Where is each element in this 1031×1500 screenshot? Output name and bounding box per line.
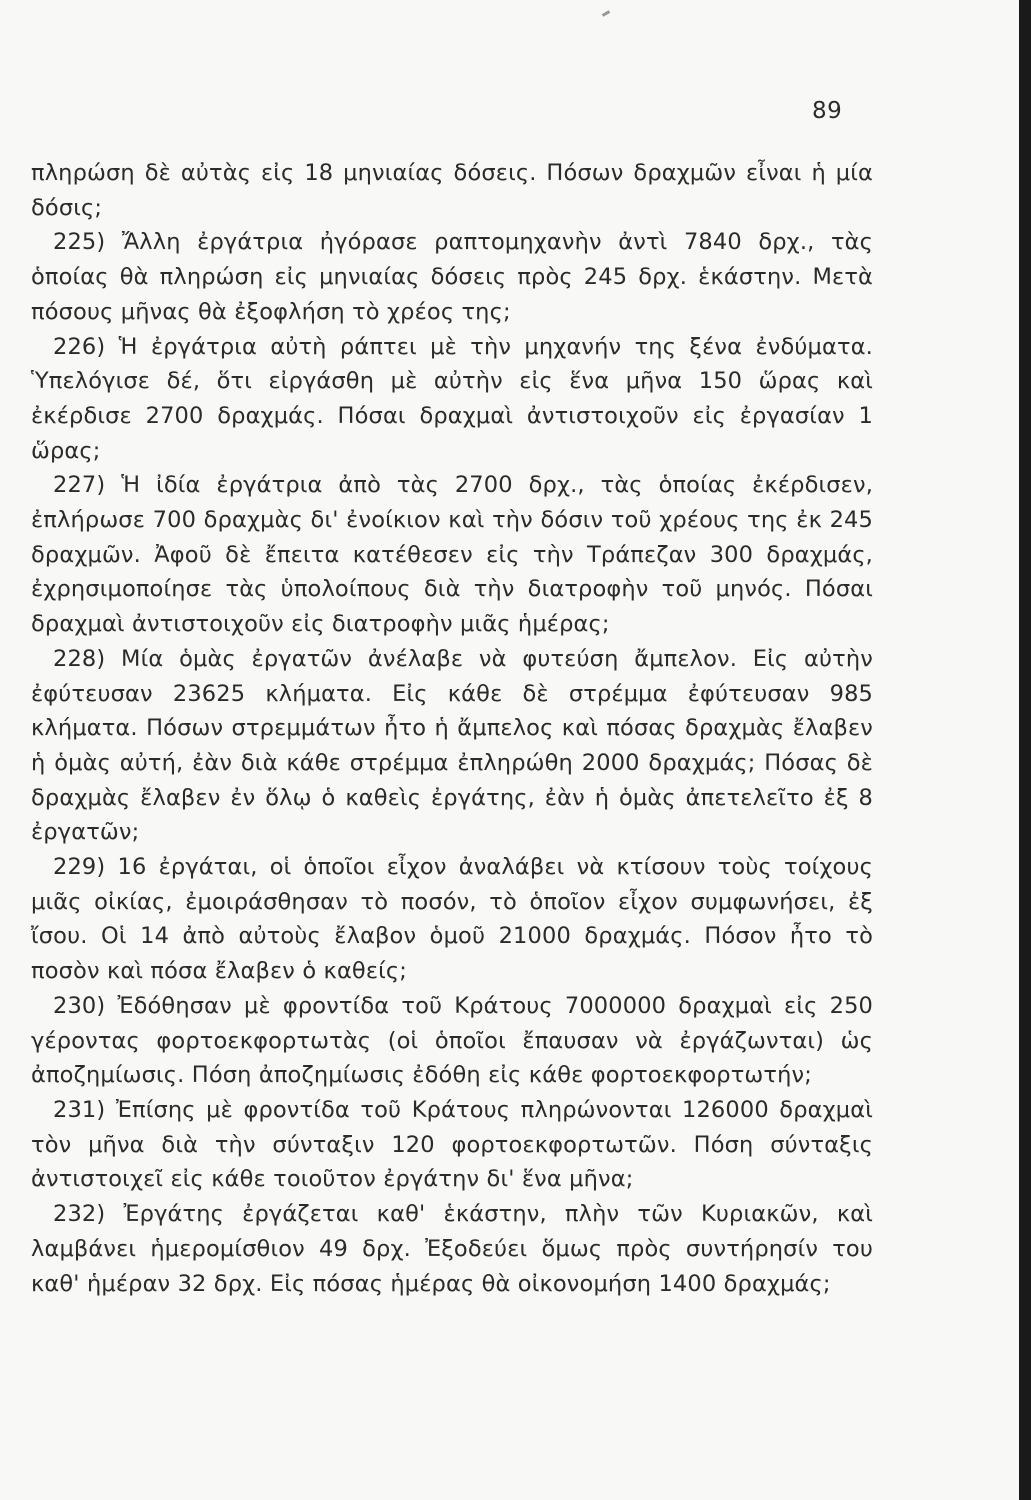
scan-border [1019, 0, 1031, 1500]
problem-231: 231) Ἐπίσης μὲ φροντίδα τοῦ Κράτους πληρώνονται 126000 δραχμαὶ τὸν μῆνα διὰ τὴν σύνταξιν 120 φορτοεκφορτωτῶν. Πόση σύνταξις ἀντιστοιχεῖ εἰς κάθε τοιοῦτον ἐργάτην δι' ἕνα μῆνα; [31, 1096, 873, 1193]
problem-226: 226) Ἡ ἐργάτρια αὐτὴ ράπτει μὲ τὴν μηχανήν της ξένα ἐνδύματα. Ὑπελόγισε δέ, ὅτι εἰργάσθη μὲ αὐτὴν εἰς ἕνα μῆνα 150 ὥρας καὶ ἐκέρδισε 2700 δραχμάς. Πόσαι δραχμαὶ ἀντιστοιχοῦν εἰς ἐργασίαν 1 ὥρας; [31, 333, 873, 464]
problem-229: 229) 16 ἐργάται, οἱ ὁποῖοι εἶχον ἀναλάβει νὰ κτίσουν τοὺς τοίχους μιᾶς οἰκίας, ἐμοιράσθησαν τὸ ποσόν, τὸ ὁποῖον εἶχον συμφωνήσει, ἐξ ἴσου. Οἱ 14 ἀπὸ αὐτοὺς ἔλαβον ὁμοῦ 21000 δραχμάς. Πόσον ἦτο τὸ ποσὸν καὶ πόσα ἔλαβεν ὁ καθείς; [31, 854, 873, 985]
scan-mark [602, 10, 610, 17]
problem-230: 230) Ἐδόθησαν μὲ φροντίδα τοῦ Κράτους 7000000 δραχμαὶ εἰς 250 γέροντας φορτοεκφορτωτὰς (οἱ ὁποῖοι ἔπαυσαν νὰ ἐργάζωνται) ὡς ἀποζημίωσις. Πόση ἀποζημίωσις ἐδόθη εἰς κάθε φορτοεκφορτωτήν; [31, 992, 873, 1089]
problem-228: 228) Μία ὁμὰς ἐργατῶν ἀνέλαβε νὰ φυτεύση ἄμπελον. Εἰς αὐτὴν ἐφύτευσαν 23625 κλήματα. Εἰς κάθε δὲ στρέμμα ἐφύτευσαν 985 κλήματα. Πόσων στρεμμάτων ἦτο ἡ ἄμπελος καὶ πόσας δραχμὰς ἔλαβεν ἡ ὁμὰς αὐτή, ἐὰν διὰ κάθε στρέμμα ἐπληρώθη 2000 δραχμάς; Πόσας δὲ δραχμὰς ἔλαβεν ἐν ὅλῳ ὁ καθεὶς ἐργάτης, ἐὰν ἡ ὁμὰς ἀπετελεῖτο ἐξ 8 ἐργατῶν; [31, 645, 873, 846]
page-number: 89 [812, 98, 843, 124]
problem-225: 225) Ἄλλη ἐργάτρια ἠγόρασε ραπτομηχανὴν ἀντὶ 7840 δρχ., τὰς ὁποίας θὰ πληρώση εἰς μηνιαίας δόσεις πρὸς 245 δρχ. ἑκάστην. Μετὰ πόσους μῆνας θὰ ἐξοφλήση τὸ χρέος της; [31, 229, 873, 325]
paragraph-intro: πληρώση δὲ αὐτὰς εἰς 18 μηνιαίας δόσεις. Πόσων δραχμῶν εἶναι ἡ μία δόσις; [31, 160, 873, 221]
problem-227: 227) Ἡ ἰδία ἐργάτρια ἀπὸ τὰς 2700 δρχ., τὰς ὁποίας ἐκέρδισεν, ἐπλήρωσε 700 δραχμὰς δι' ἐνοίκιον καὶ τὴν δόσιν τοῦ χρέους της ἐκ 245 δραχμῶν. Ἀφοῦ δὲ ἔπειτα κατέθεσεν εἰς τὴν Τράπεζαν 300 δραχμάς, ἐχρησιμοποίησε τὰς ὑπολοίπους διὰ τὴν διατροφὴν τοῦ μηνός. Πόσαι δραχμαὶ ἀντιστοιχοῦν εἰς διατροφὴν μιᾶς ἡμέρας; [31, 472, 873, 638]
page-body [31, 156, 873, 1301]
problem-232: 232) Ἐργάτης ἐργάζεται καθ' ἑκάστην, πλὴν τῶν Κυριακῶν, καὶ λαμβάνει ἡμερομίσθιον 49 δρχ. Ἐξοδεύει ὅμως πρὸς συντήρησίν του καθ' ἡμέραν 32 δρχ. Εἰς πόσας ἡμέρας θὰ οἰκονομήση 1400 δραχμάς; [31, 1201, 873, 1297]
